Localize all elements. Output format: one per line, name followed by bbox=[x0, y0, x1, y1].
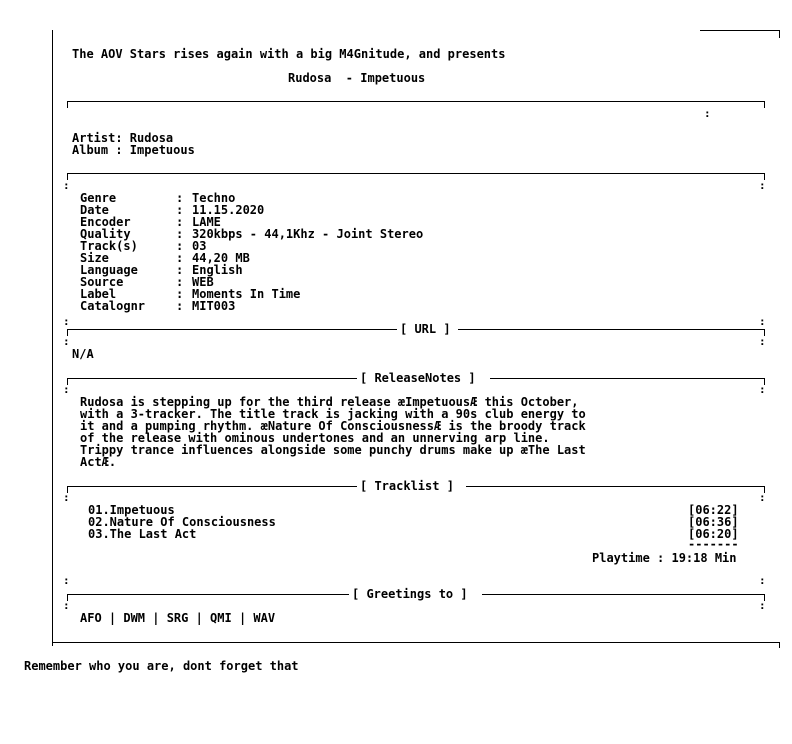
info-colon: : bbox=[176, 227, 184, 241]
divider-1 bbox=[67, 101, 765, 102]
info-key: Genre bbox=[80, 191, 117, 205]
greetings-dots-left: : bbox=[63, 574, 70, 587]
url-dots-left-2: : bbox=[63, 335, 70, 348]
playtime: Playtime : 19:18 Min bbox=[592, 551, 737, 565]
divider-2-dots-left: : bbox=[63, 179, 70, 192]
track-time: [06:20] bbox=[688, 527, 739, 541]
info-colon: : bbox=[176, 275, 184, 289]
frame-right-border-top bbox=[779, 30, 780, 38]
info-colon: : bbox=[176, 203, 184, 217]
info-key: Track(s) bbox=[80, 239, 138, 253]
info-value: LAME bbox=[192, 215, 221, 229]
info-colon: : bbox=[176, 287, 184, 301]
info-colon: : bbox=[176, 191, 184, 205]
release-title: Rudosa - Impetuous bbox=[288, 71, 426, 85]
info-key: Catalognr bbox=[80, 299, 146, 313]
info-key: Quality bbox=[80, 227, 131, 241]
notes-line: Trippy trance influences alongside some punchy drums make up æThe Last bbox=[80, 443, 586, 457]
info-value: 44,20 MB bbox=[192, 251, 250, 265]
greetings-dots-right: : bbox=[759, 574, 766, 587]
greetings-dots-right-2: : bbox=[759, 599, 766, 612]
frame-bottom-left-tick bbox=[52, 636, 53, 646]
info-colon: : bbox=[176, 263, 184, 277]
track-time: [06:36] bbox=[688, 515, 739, 529]
info-value: English bbox=[192, 263, 243, 277]
info-colon: : bbox=[176, 299, 184, 313]
notes-line: of the release with ominous undertones and an unnerving arp line. bbox=[80, 431, 550, 445]
info-value: Moments In Time bbox=[192, 287, 301, 301]
notes-line: Rudosa is stepping up for the third release æImpetuousÆ this October, bbox=[80, 395, 579, 409]
info-value: 320kbps - 44,1Khz - Joint Stereo bbox=[192, 227, 424, 241]
frame-bottom-right-tick bbox=[779, 642, 780, 648]
intro-line: The AOV Stars rises again with a big M4Gnitude, and presents bbox=[72, 47, 506, 61]
notes-line: ActÆ. bbox=[80, 455, 117, 469]
album-line: Album : Impetuous bbox=[72, 143, 195, 157]
info-value: 03 bbox=[192, 239, 207, 253]
greetings-dots-left-2: : bbox=[63, 599, 70, 612]
url-divider-right bbox=[458, 329, 765, 330]
divider-1-left-cap bbox=[67, 101, 68, 108]
greetings-header: [ Greetings to ] bbox=[352, 587, 468, 601]
info-key: Date bbox=[80, 203, 109, 217]
track-title: 01.Impetuous bbox=[88, 503, 175, 517]
divider-2-dots-right: : bbox=[759, 179, 766, 192]
info-value: WEB bbox=[192, 275, 214, 289]
footer-text: Remember who you are, dont forget that bbox=[24, 659, 299, 673]
url-divider-left bbox=[67, 329, 397, 330]
info-value: 11.15.2020 bbox=[192, 203, 265, 217]
tracklist-divider-left bbox=[67, 486, 357, 487]
track-title: 02.Nature Of Consciousness bbox=[88, 515, 276, 529]
tracklist-dots-right: : bbox=[759, 491, 766, 504]
notes-divider-right bbox=[490, 378, 765, 379]
info-value: MIT003 bbox=[192, 299, 236, 313]
info-key: Language bbox=[80, 263, 138, 277]
divider-1-dot: : bbox=[704, 107, 711, 120]
notes-divider-left bbox=[67, 378, 357, 379]
info-colon: : bbox=[176, 251, 184, 265]
url-dots-right-2: : bbox=[759, 335, 766, 348]
frame-bottom-border bbox=[52, 642, 780, 643]
greetings-divider-right bbox=[482, 594, 765, 595]
info-key: Size bbox=[80, 251, 109, 265]
track-title: 03.The Last Act bbox=[88, 527, 197, 541]
info-key: Source bbox=[80, 275, 124, 289]
info-colon: : bbox=[176, 239, 184, 253]
info-colon: : bbox=[176, 215, 184, 229]
info-key: Encoder bbox=[80, 215, 131, 229]
frame-left-border bbox=[52, 30, 53, 636]
notes-header: [ ReleaseNotes ] bbox=[360, 371, 476, 385]
url-dots-left: : bbox=[63, 315, 70, 328]
notes-dots-right: : bbox=[759, 383, 766, 396]
url-dots-right: : bbox=[759, 315, 766, 328]
notes-line: it and a pumping rhythm. æNature Of ConsciousnessÆ is the broody track bbox=[80, 419, 586, 433]
divider-1-right-cap bbox=[764, 101, 765, 108]
notes-dots-left: : bbox=[63, 383, 70, 396]
frame-top-right-border bbox=[700, 30, 780, 31]
artist-line: Artist: Rudosa bbox=[72, 131, 174, 145]
divider-2 bbox=[67, 173, 765, 174]
greetings-divider-left bbox=[67, 594, 349, 595]
tracklist-dots-left: : bbox=[63, 491, 70, 504]
tracklist-separator: ------- bbox=[688, 537, 739, 551]
url-header: [ URL ] bbox=[400, 322, 451, 336]
track-time: [06:22] bbox=[688, 503, 739, 517]
greetings-groups: AFO | DWM | SRG | QMI | WAV bbox=[80, 611, 276, 625]
tracklist-header: [ Tracklist ] bbox=[360, 479, 454, 493]
info-value: Techno bbox=[192, 191, 236, 205]
notes-line: with a 3-tracker. The title track is jacking with a 90s club energy to bbox=[80, 407, 586, 421]
url-value: N/A bbox=[72, 347, 94, 361]
tracklist-divider-right bbox=[466, 486, 765, 487]
info-key: Label bbox=[80, 287, 117, 301]
